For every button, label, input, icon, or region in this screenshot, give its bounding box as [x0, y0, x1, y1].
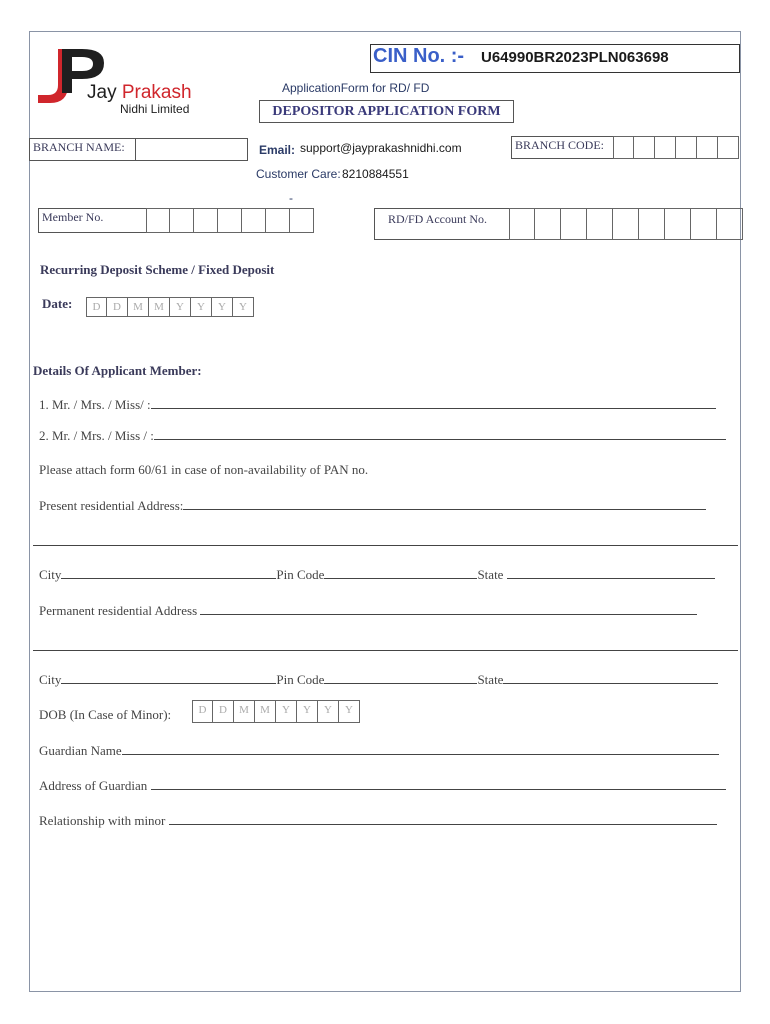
applicant-heading: Details Of Applicant Member:	[33, 363, 202, 378]
state-label: State	[477, 567, 504, 582]
present-address-label: Present residential Address:	[39, 498, 184, 513]
branch-name-label: BRANCH NAME:	[29, 138, 136, 161]
account-no-text: RD/FD Account No.	[388, 212, 487, 226]
branch-name-input[interactable]	[135, 138, 248, 161]
pin-code-label: Pin Code	[276, 672, 325, 687]
member-no-label	[38, 208, 147, 233]
relationship-label: Relationship with minor	[39, 813, 166, 828]
date-input-cells[interactable]: D D M M Y Y Y Y	[86, 297, 254, 317]
permanent-address-label: Permanent residential Address	[39, 603, 198, 618]
branch-code-label: BRANCH CODE:	[511, 136, 614, 159]
city-label: City	[39, 567, 62, 582]
account-no-cells[interactable]	[509, 208, 743, 240]
applicant-1-label: 1. Mr. / Mrs. / Miss/ :	[39, 397, 151, 412]
present-address-field[interactable]	[39, 497, 706, 514]
cin-label: CIN No. :-	[373, 45, 465, 67]
member-no-text: Member No.	[42, 210, 104, 224]
guardian-address-label: Address of Guardian	[39, 778, 148, 793]
dash-text: -	[289, 191, 293, 205]
customer-care-value: 8210884551	[342, 167, 409, 181]
present-city-row[interactable]	[39, 566, 715, 583]
branch-code-cells[interactable]	[613, 136, 739, 159]
pin-code-label: Pin Code	[276, 567, 325, 582]
dob-input-cells[interactable]: D D M M Y Y Y Y	[192, 700, 360, 723]
member-no-cells[interactable]	[146, 208, 314, 233]
date-label: Date:	[42, 296, 73, 311]
permanent-address-field[interactable]	[39, 602, 697, 619]
application-form-subtitle: ApplicationForm for RD/ FD	[282, 81, 430, 95]
guardian-name-field[interactable]	[39, 742, 719, 759]
account-no-label	[374, 208, 510, 240]
present-address-line-2[interactable]	[33, 545, 738, 546]
city-label: City	[39, 672, 62, 687]
scheme-label: Recurring Deposit Scheme / Fixed Deposit	[40, 262, 275, 277]
relationship-field[interactable]	[39, 812, 717, 829]
cin-value: U64990BR2023PLN063698	[481, 49, 669, 66]
brand-name: Jay Prakash	[87, 82, 192, 103]
cin-box	[370, 44, 740, 73]
guardian-address-field[interactable]	[39, 777, 726, 794]
dob-label: DOB (In Case of Minor):	[39, 707, 172, 722]
brand-subtitle: Nidhi Limited	[120, 102, 190, 116]
applicant-1-field[interactable]	[39, 396, 716, 413]
email-value: support@jayprakashnidhi.com	[300, 141, 462, 155]
customer-care-label: Customer Care:	[256, 167, 341, 181]
permanent-city-row[interactable]	[39, 671, 718, 688]
applicant-2-field[interactable]	[39, 427, 726, 444]
form-title: DEPOSITOR APPLICATION FORM	[259, 100, 514, 123]
pan-note: Please attach form 60/61 in case of non-availability of PAN no.	[39, 462, 369, 477]
applicant-2-label: 2. Mr. / Mrs. / Miss / :	[39, 428, 154, 443]
email-label: Email:	[259, 143, 296, 157]
guardian-name-label: Guardian Name	[39, 743, 122, 758]
state-label: State	[477, 672, 504, 687]
permanent-address-line-2[interactable]	[33, 650, 738, 651]
